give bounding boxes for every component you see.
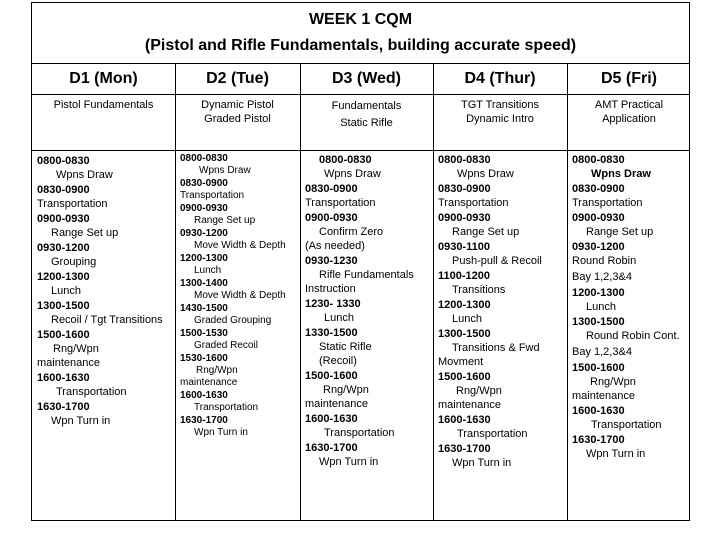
activity: Transportation <box>37 198 108 210</box>
activity: Transportation <box>56 386 127 398</box>
activity: Lunch <box>194 265 222 276</box>
day-header-tue: D2 (Tue) <box>206 70 269 87</box>
activity: Wpns Draw <box>56 169 113 181</box>
focus-line: Dynamic Intro <box>466 113 534 125</box>
activity: Rng/Wpn maintenance <box>305 384 369 410</box>
activity: Bay 1,2,3&4 <box>572 346 632 358</box>
time-slot: 0830-0900 <box>37 184 90 196</box>
time-slot: 1100-1200 <box>438 270 490 282</box>
time-slot: 1600-1630 <box>37 372 90 384</box>
time-slot: 0830-0900 <box>180 178 228 189</box>
time-slot: 1630-1700 <box>37 401 90 413</box>
activity: Move Width & Depth <box>194 290 286 301</box>
activity: Move Width & Depth <box>194 240 286 251</box>
day-header-fri: D5 (Fri) <box>601 70 657 87</box>
time-slot: 0830-0900 <box>438 183 491 195</box>
day-focus-fri <box>567 98 691 126</box>
schedule-table <box>31 2 690 521</box>
schedule-tue <box>175 153 300 440</box>
time-slot: 1600-1630 <box>305 413 358 425</box>
time-slot: 1500-1530 <box>180 328 228 339</box>
time-slot: 1300-1500 <box>438 328 491 340</box>
time-slot: 1630-1700 <box>305 442 358 454</box>
schedule-fri <box>567 153 691 461</box>
activity: Transportation <box>180 190 245 201</box>
time-slot: 0930-1200 <box>572 241 625 253</box>
time-slot: 0930-1230 <box>305 255 358 267</box>
activity: Rng/Wpn maintenance <box>37 343 100 369</box>
activity: Graded Recoil <box>194 340 258 351</box>
activity: Transportation <box>324 427 395 439</box>
focus-line: Graded Pistol <box>204 113 271 125</box>
activity: Grouping <box>51 256 97 268</box>
activity: Wpn Turn in <box>194 427 248 438</box>
activity: Lunch <box>452 313 482 325</box>
activity: Confirm Zero (As needed) <box>305 226 384 252</box>
day-focus-tue <box>175 98 300 126</box>
focus-line: Dynamic Pistol <box>201 99 274 111</box>
activity: Push-pull & Recoil <box>452 255 542 267</box>
activity: Wpns Draw <box>591 168 651 180</box>
time-slot: 1600-1630 <box>438 414 491 426</box>
time-slot: 0800-0830 <box>572 154 625 166</box>
time-slot: 1300-1500 <box>572 316 625 328</box>
day-focus-thu <box>433 98 567 126</box>
time-slot: 0930-1200 <box>180 228 228 239</box>
activity: Wpns Draw <box>199 165 251 176</box>
time-slot: 1630-1700 <box>180 415 228 426</box>
activity: Bay 1,2,3&4 <box>572 271 632 283</box>
schedule-mon <box>32 154 175 428</box>
time-slot: 1200-1300 <box>438 299 491 311</box>
time-slot: 1430-1500 <box>180 303 228 314</box>
time-slot: 1630-1700 <box>438 443 491 455</box>
time-slot: 0800-0830 <box>438 154 491 166</box>
day-focus-wed <box>300 98 433 132</box>
activity: Rng/Wpn maintenance <box>572 376 636 402</box>
focus-line: Pistol Fundamentals <box>53 99 154 111</box>
activity: Transportation <box>194 402 259 413</box>
activity: Transitions <box>452 284 506 296</box>
day-focus-mon <box>32 98 175 112</box>
activity: Range Set up <box>51 227 119 239</box>
activity: Lunch <box>324 312 354 324</box>
time-slot: 0830-0900 <box>305 183 358 195</box>
time-slot: 1500-1600 <box>305 370 358 382</box>
activity: Rng/Wpn maintenance <box>180 365 238 388</box>
time-slot: 0800-0830 <box>319 154 372 166</box>
activity: Transportation <box>305 197 376 209</box>
time-slot: 1500-1600 <box>37 329 90 341</box>
time-slot: 0900-0930 <box>572 212 625 224</box>
time-slot: 1200-1300 <box>180 253 228 264</box>
activity: Range Set up <box>194 215 256 226</box>
activity: Recoil / Tgt Transitions <box>51 314 163 326</box>
time-slot: 1600-1630 <box>572 405 625 417</box>
day-header-mon: D1 (Mon) <box>69 70 138 87</box>
activity: Transportation <box>591 419 662 431</box>
schedule-thu <box>433 153 567 470</box>
divider <box>32 150 689 151</box>
activity: Transportation <box>457 428 528 440</box>
time-slot: 1600-1630 <box>180 390 228 401</box>
activity: Lunch <box>586 301 616 313</box>
time-slot: 1500-1600 <box>572 362 625 374</box>
activity: Wpn Turn in <box>452 457 512 469</box>
focus-line: Fundamentals <box>331 100 402 112</box>
time-slot: 1500-1600 <box>438 371 491 383</box>
activity: Wpns Draw <box>457 168 514 180</box>
activity: Range Set up <box>452 226 520 238</box>
activity: Round Robin <box>572 255 637 267</box>
focus-line: Application <box>602 113 656 125</box>
activity: Transitions & Fwd Movment <box>438 342 540 368</box>
activity: Wpn Turn in <box>51 415 111 427</box>
focus-line: Static Rifle <box>340 117 393 129</box>
activity: Static Rifle (Recoil) <box>319 341 372 367</box>
focus-line: TGT Transitions <box>460 99 540 111</box>
day-header-thu: D4 (Thur) <box>464 70 536 87</box>
activity: Wpn Turn in <box>586 448 646 460</box>
time-slot: 1200-1300 <box>572 287 625 299</box>
time-slot: 0800-0830 <box>180 153 228 164</box>
page-title: WEEK 1 CQM <box>308 11 413 28</box>
time-slot: 1300-1500 <box>37 300 90 312</box>
page-subtitle: (Pistol and Rifle Fundamentals, building accurate speed) <box>144 37 577 54</box>
time-slot: 1230- 1330 <box>305 298 361 310</box>
time-slot: 1330-1500 <box>305 327 358 339</box>
time-slot: 0930-1200 <box>37 242 90 254</box>
activity: Rng/Wpn maintenance <box>438 385 502 411</box>
time-slot: 0900-0930 <box>438 212 491 224</box>
activity: Lunch <box>51 285 81 297</box>
schedule-wed <box>300 153 433 469</box>
time-slot: 0800-0830 <box>37 155 90 167</box>
activity: Rifle Fundamentals Instruction <box>305 269 414 295</box>
activity: Transportation <box>438 197 509 209</box>
time-slot: 0900-0930 <box>180 203 228 214</box>
time-slot: 1630-1700 <box>572 434 625 446</box>
activity: Transportation <box>572 197 643 209</box>
time-slot: 1530-1600 <box>180 353 228 364</box>
divider <box>32 94 689 95</box>
focus-line: AMT Practical <box>594 99 664 111</box>
activity: Graded Grouping <box>194 315 272 326</box>
time-slot: 1300-1400 <box>180 278 228 289</box>
activity: Round Robin Cont. <box>586 330 680 342</box>
time-slot: 0900-0930 <box>305 212 358 224</box>
time-slot: 0900-0930 <box>37 213 90 225</box>
time-slot: 0930-1100 <box>438 241 490 253</box>
activity: Wpns Draw <box>324 168 381 180</box>
time-slot: 1200-1300 <box>37 271 90 283</box>
day-header-wed: D3 (Wed) <box>331 70 402 87</box>
activity: Wpn Turn in <box>319 456 379 468</box>
time-slot: 0830-0900 <box>572 183 625 195</box>
activity: Range Set up <box>586 226 654 238</box>
